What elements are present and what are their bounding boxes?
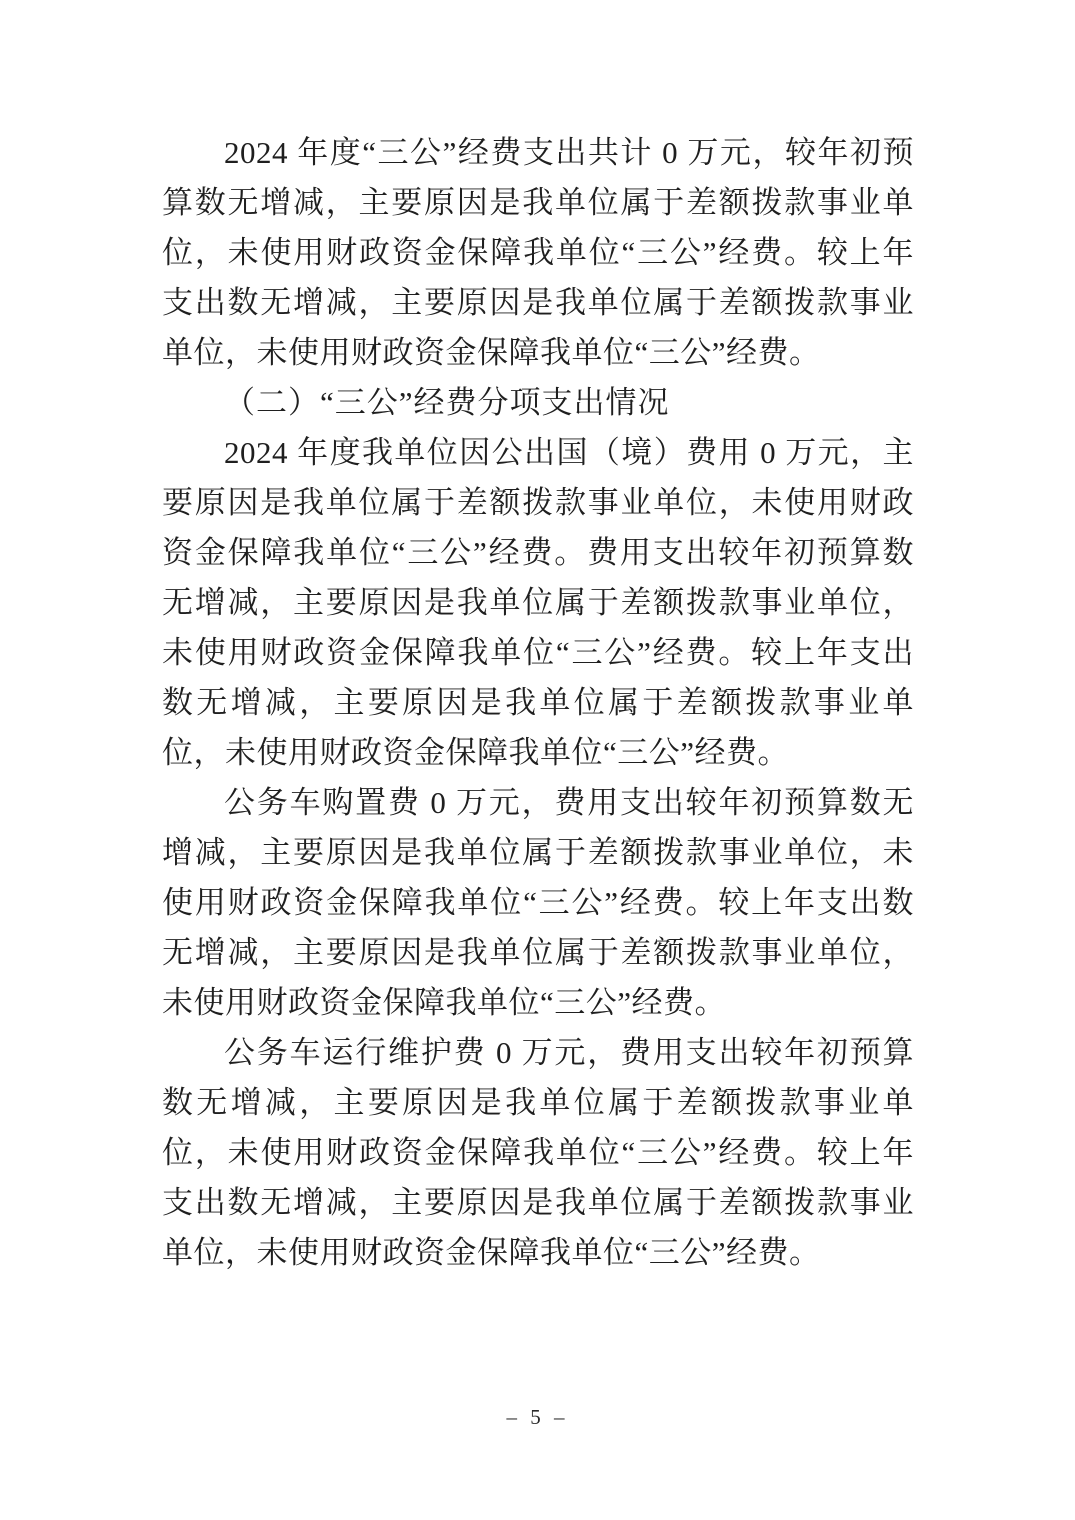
section-heading-itemized-expenses: （二）“三公”经费分项支出情况 — [224, 385, 670, 420]
paragraph-vehicle-purchase-expense: 公务车购置费 0 万元，费用支出较年初预算数无增减，主要原因是我单位属于差额拨款事业单位，未使用财政资金保障我单位“三公”经费。较上年支出数无增减，主要原因是我单位属于差额拨款事业单位，未使用财政资金保障我单位“三公”经费。 — [162, 785, 914, 1020]
document-body — [162, 128, 914, 1278]
paragraph-three-public-total: 2024 年度“三公”经费支出共计 0 万元，较年初预算数无增减，主要原因是我单位属于差额拨款事业单位，未使用财政资金保障我单位“三公”经费。较上年支出数无增减，主要原因是我单位属于差额拨款事业单位，未使用财政资金保障我单位“三公”经费。 — [162, 135, 914, 370]
page-footer — [0, 1402, 1075, 1432]
paragraph-overseas-travel-expense: 2024 年度我单位因公出国（境）费用 0 万元，主要原因是我单位属于差额拨款事业单位，未使用财政资金保障我单位“三公”经费。费用支出较年初预算数无增减，主要原因是我单位属于差额拨款事业单位，未使用财政资金保障我单位“三公”经费。较上年支出数无增减，主要原因是我单位属于差额拨款事业单位，未使用财政资金保障我单位“三公”经费。 — [162, 435, 914, 770]
page-number: – 5 – — [506, 1405, 569, 1429]
paragraph-vehicle-maintenance-expense: 公务车运行维护费 0 万元，费用支出较年初预算数无增减，主要原因是我单位属于差额拨款事业单位，未使用财政资金保障我单位“三公”经费。较上年支出数无增减，主要原因是我单位属于差额拨款事业单位，未使用财政资金保障我单位“三公”经费。 — [162, 1035, 914, 1270]
